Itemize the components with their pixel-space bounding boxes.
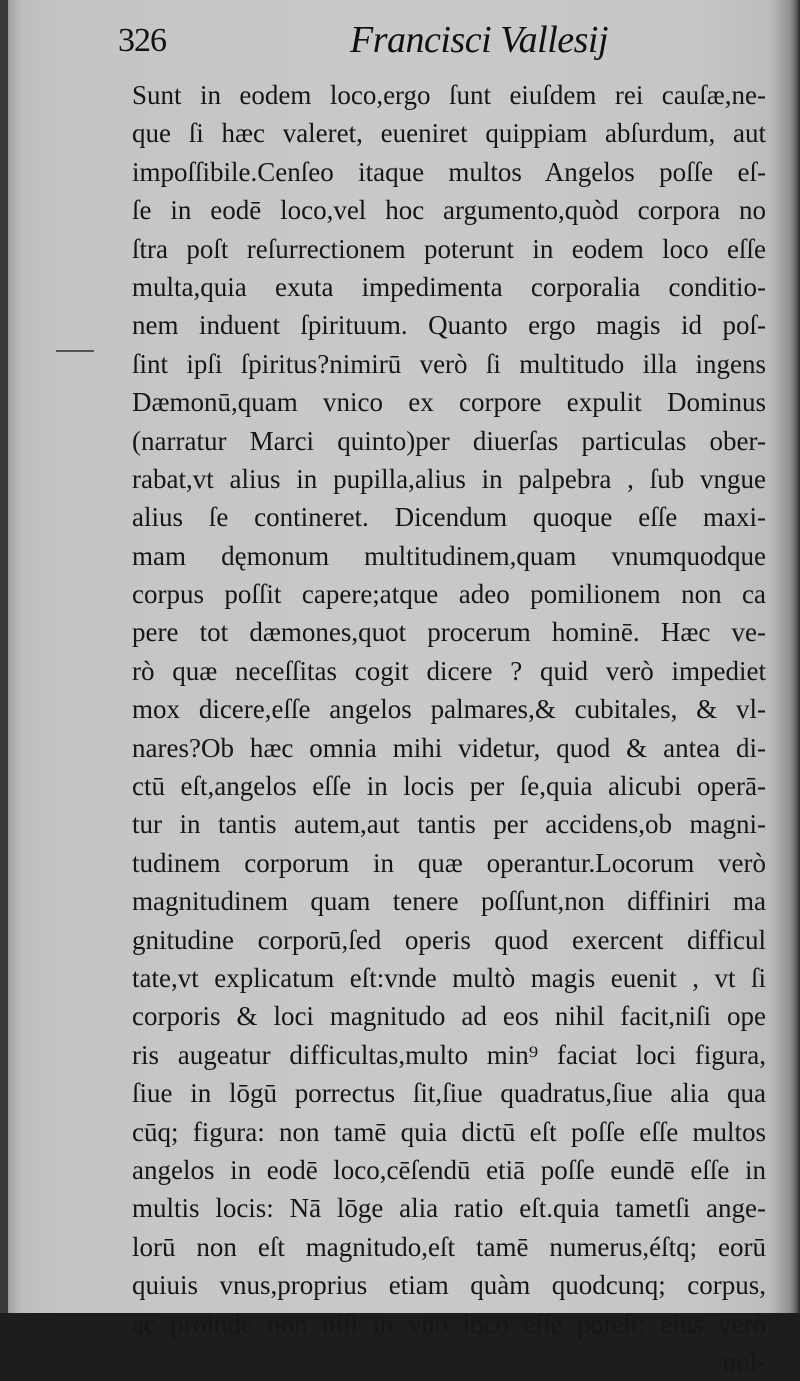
text-line: magnitudinem quam tenere poſſunt,non diffiniri ma [132,886,766,917]
text-line: ac proinde non niſi in vno loco eſſe poteſt; eius verò [132,1308,766,1339]
text-line: cūq; figura: non tamē quia dictū eſt poſſe eſſe multos [132,1116,766,1147]
text-line: alius ſe contineret. Dicendum quoque eſſe maxi- [132,502,766,533]
running-head [118,18,718,74]
text-line: ſtra poſt reſurrectionem poterunt in eodem loco eſſe [132,233,766,264]
text-line: angelos in eodē loco,cēſendū etiā poſſe eundē eſſe in [132,1154,766,1185]
text-line: mam dęmonum multitudinem,quam vnumquodque [132,540,766,571]
text-line: corpus poſſit capere;atque adeo pomilionem non ca [132,579,766,610]
text-line: nares?Ob hæc omnia mihi videtur, quod & antea di- [132,732,766,763]
text-line: ris augeatur difficultas,multo min⁹ faciat loci figura, [132,1039,766,1070]
catchword: nul- [722,1346,766,1377]
text-line: (narratur Marci quinto)per diuerſas particulas ober- [132,425,766,456]
text-line: mox dicere,eſſe angelos palmares,& cubitales, & vl- [132,694,766,725]
text-line: rò quæ neceſſitas cogit dicere ? quid verò impediet [132,655,766,686]
text-line: ſe in eodē loco,vel hoc argumento,quòd corpora no [132,195,766,226]
page-gutter [0,0,8,1313]
page-edge [794,0,800,1313]
text-line: impoſſibile.Cenſeo itaque multos Angelos poſſe eſ- [132,156,766,187]
text-line: Sunt in eodem loco,ergo ſunt eiuſdem rei cauſæ,ne- [132,80,766,110]
body-text [132,76,766,1381]
text-line: ctū eſt,angelos eſſe in locis per ſe,quia alicubi operā- [132,771,766,802]
text-line: rabat,vt alius in pupilla,alius in palpebra , ſub vngue [132,463,766,494]
text-line: Dæmonū,quam vnico ex corpore expulit Dominus [132,387,766,418]
page-number: 326 [118,22,166,59]
text-line: gnitudine corporū,ſed operis quod exercent difficul [132,924,766,955]
text-line: tate,vt explicatum eſt:vnde multò magis euenit , vt ſi [132,962,766,993]
text-line: ſint ipſi ſpiritus?nimirū verò ſi multitudo illa ingens [132,348,766,379]
text-line: nem induent ſpirituum. Quanto ergo magis id poſ- [132,310,766,341]
text-line: ſiue in lōgū porrectus ſit,ſiue quadratus,ſiue alia qua [132,1078,766,1109]
text-line: pere tot dæmones,quot procerum hominē. Hæc ve- [132,617,766,648]
running-title: Francisci Vallesij [350,19,609,61]
text-line: tur in tantis autem,aut tantis per accidens,ob magni- [132,809,766,840]
text-line: corporis & loci magnitudo ad eos nihil facit,niſi ope [132,1001,766,1032]
text-line: quiuis vnus,proprius etiam quàm quodcunq; corpus, [132,1270,766,1301]
text-line: multa,quia exuta impedimenta corporalia conditio- [132,271,766,302]
text-line: lorū non eſt magnitudo,eſt tamē numerus,éſtq; eorū [132,1231,766,1262]
text-line: tudinem corporum in quæ operantur.Locorum verò [132,847,766,878]
text-line: multis locis: Nā lōge alia ratio eſt.quia tametſi ange- [132,1193,766,1224]
margin-mark [56,350,94,352]
text-line: que ſi hæc valeret, eueniret quippiam abſurdum, aut [132,118,766,149]
